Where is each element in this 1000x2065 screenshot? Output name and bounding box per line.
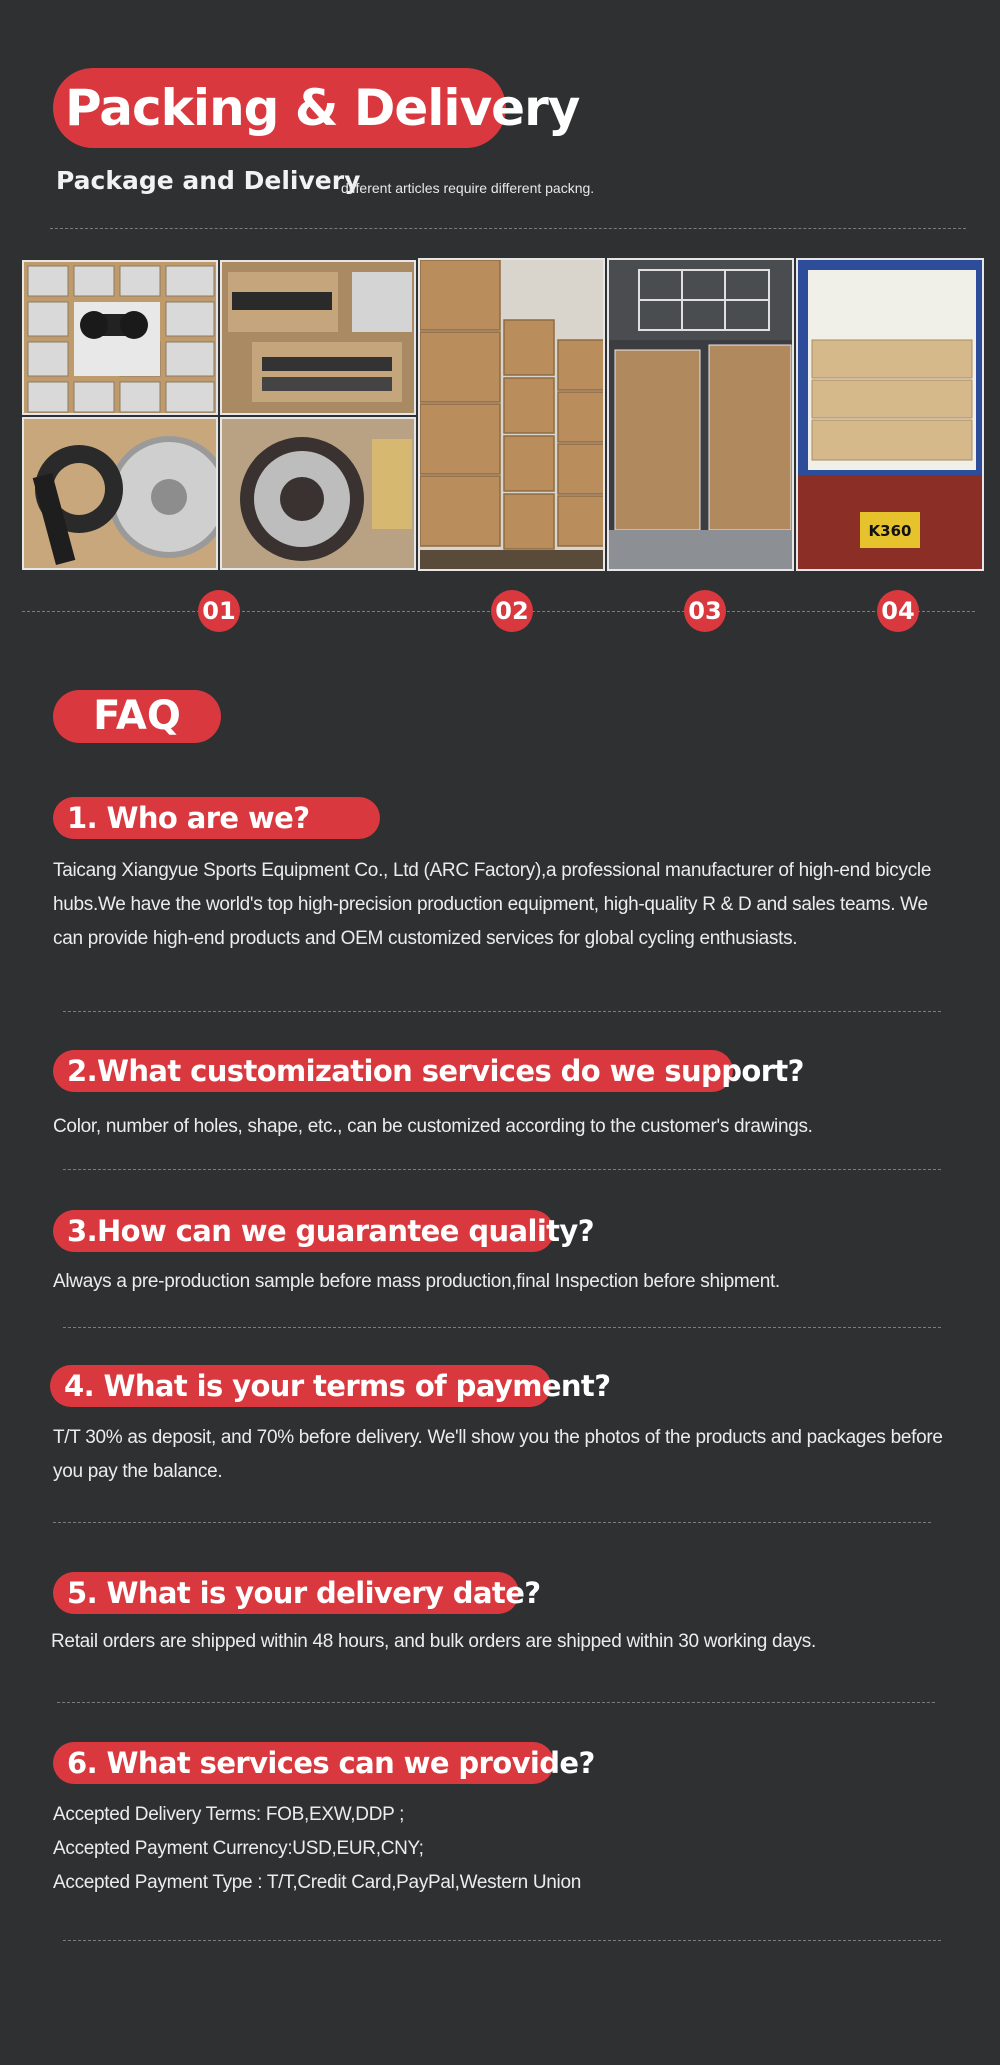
faq-answer-3-text: Always a pre-production sample before mass production,final Inspection before shipment. xyxy=(53,1271,780,1292)
faq-heading: FAQ xyxy=(53,690,221,743)
crankset-image xyxy=(24,419,218,570)
faq-question-4: 4. What is your terms of payment? xyxy=(50,1365,551,1407)
faq-question-3: 3.How can we guarantee quality? xyxy=(53,1210,554,1252)
stacked-cartons-image xyxy=(420,260,605,571)
faq-answer-2 xyxy=(53,1110,953,1144)
faq-divider-6 xyxy=(63,1940,941,1941)
faq-divider-5 xyxy=(57,1702,935,1703)
faq-divider-2 xyxy=(63,1169,941,1170)
faq-divider-4 xyxy=(53,1522,931,1523)
packing-photo-chainring xyxy=(220,417,416,570)
section-subnote: different articles require different packng. xyxy=(341,180,595,196)
faq-answer-4-text: T/T 30% as deposit, and 70% before delivery. We'll show you the photos of the products and packages before you pay the balance. xyxy=(53,1427,943,1482)
faq-divider-3 xyxy=(63,1327,941,1328)
truck-plate-text: K360 xyxy=(868,522,912,540)
faq-answer-5-text: Retail orders are shipped within 48 hours, and bulk orders are shipped within 30 working days. xyxy=(51,1631,816,1652)
faq-answer-5 xyxy=(51,1625,951,1659)
faq-answer-1 xyxy=(53,854,953,956)
step-number-04: 04 xyxy=(877,590,919,632)
faq-answer-6-line-2: Accepted Payment Currency:USD,EUR,CNY; xyxy=(53,1838,424,1859)
faq-divider-1 xyxy=(63,1011,941,1012)
faq-question-1: 1. Who are we? xyxy=(53,797,380,839)
faq-answer-1-text: Taicang Xiangyue Sports Equipment Co., Ltd (ARC Factory),a professional manufacturer of high-end bicycle hubs.We have the world's top high-precision production equipment, high-quality R & D and sales teams. We can provide high-end products and OEM customized services for global cycling enthusiasts. xyxy=(53,860,932,949)
faq-answer-3 xyxy=(53,1265,953,1299)
pallets-image xyxy=(609,260,794,571)
faq-answer-6 xyxy=(53,1798,953,1900)
faq-answer-6-line-1: Accepted Delivery Terms: FOB,EXW,DDP ; xyxy=(53,1804,405,1825)
packing-photo-container xyxy=(796,258,984,571)
faq-answer-4 xyxy=(53,1421,953,1489)
step-number-01: 01 xyxy=(198,590,240,632)
hub-boxes-image xyxy=(24,262,218,415)
packing-photo-cranks xyxy=(22,417,218,570)
packing-photo-hubs xyxy=(22,260,218,415)
parts-boxes-image xyxy=(222,262,416,415)
container-loading-image xyxy=(798,260,984,571)
packing-photo-parts xyxy=(220,260,416,415)
faq-question-2: 2.What customization services do we support? xyxy=(53,1050,733,1092)
step-number-03: 03 xyxy=(684,590,726,632)
faq-answer-6-line-3: Accepted Payment Type : T/T,Credit Card,PayPal,Western Union xyxy=(53,1872,581,1893)
packing-photo-pallets xyxy=(607,258,794,571)
divider xyxy=(50,228,966,229)
chainring-image xyxy=(222,419,416,570)
step-number-02: 02 xyxy=(491,590,533,632)
faq-question-5: 5. What is your delivery date? xyxy=(53,1572,519,1614)
section-subtitle: Package and Delivery xyxy=(56,166,361,195)
page-title: Packing & Delivery xyxy=(53,68,506,148)
faq-question-6: 6. What services can we provide? xyxy=(53,1742,554,1784)
faq-answer-2-text: Color, number of holes, shape, etc., can be customized according to the customer's drawings. xyxy=(53,1116,813,1137)
packing-photo-stacked-cartons xyxy=(418,258,605,571)
